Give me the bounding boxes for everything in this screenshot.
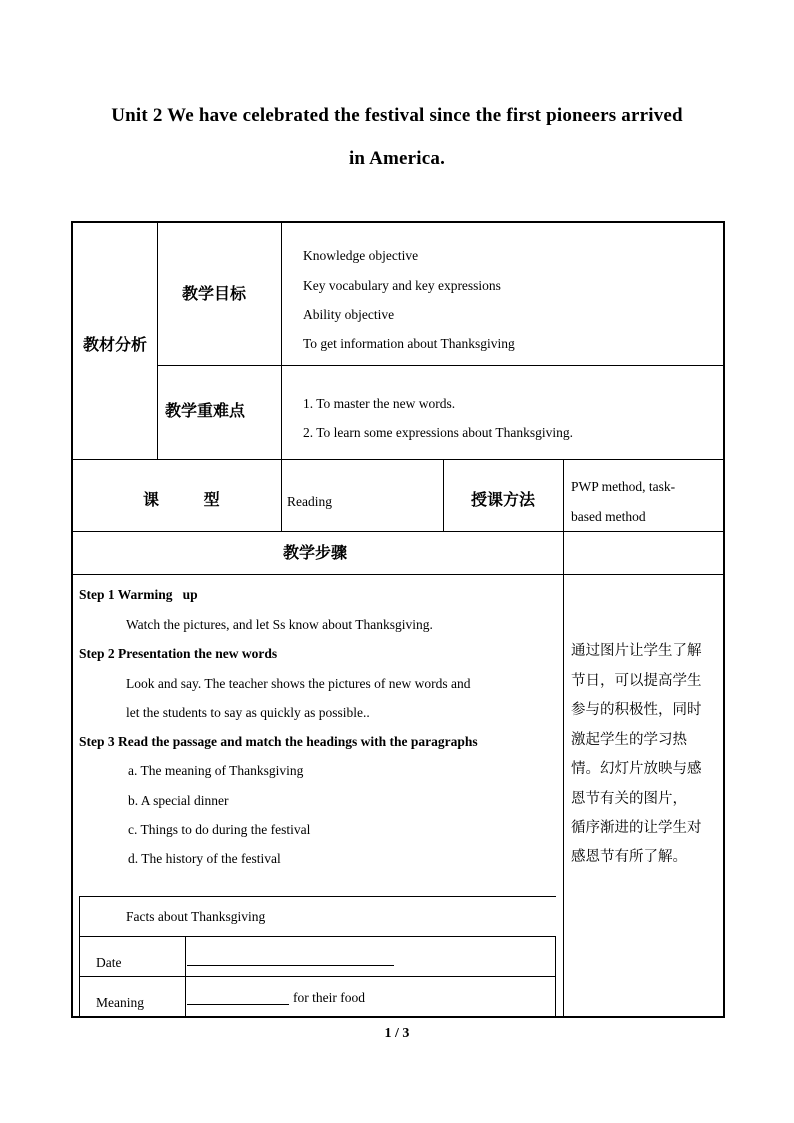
divider bbox=[555, 936, 556, 1016]
key-point-item: 2. To learn some expressions about Thanksgiving. bbox=[303, 425, 574, 440]
objective-item: To get information about Thanksgiving bbox=[303, 336, 515, 351]
step3-heading-item: a. The meaning of Thanksgiving bbox=[128, 763, 304, 778]
divider bbox=[185, 936, 186, 1016]
divider bbox=[157, 221, 158, 460]
note-line: 循序渐进的让学生对 bbox=[571, 820, 702, 836]
objective-item: Ability objective bbox=[303, 307, 395, 322]
divider bbox=[71, 459, 724, 460]
document-title-line-1: Unit 2 We have celebrated the festival since the first pioneers arrived bbox=[111, 105, 683, 126]
divider bbox=[281, 221, 282, 460]
note-line: 节日，可以提高学生 bbox=[571, 673, 702, 689]
step2-text: Look and say. The teacher shows the pictures of new words and bbox=[126, 676, 471, 691]
divider bbox=[71, 574, 724, 575]
note-line: 感恩节有所了解。 bbox=[571, 849, 687, 865]
facts-meaning-label: Meaning bbox=[96, 995, 144, 1010]
divider bbox=[443, 459, 444, 531]
page-number: 1 / 3 bbox=[384, 1026, 410, 1041]
method-label: 授课方法 bbox=[471, 490, 536, 509]
key-point-item: 1. To master the new words. bbox=[303, 396, 456, 411]
divider bbox=[563, 459, 564, 1016]
divider bbox=[79, 896, 556, 897]
step2-title: Step 2 Presentation the new words bbox=[79, 646, 278, 661]
meaning-blank-line bbox=[187, 1004, 289, 1005]
steps-header: 教学步骤 bbox=[283, 543, 348, 562]
method-value-line1: PWP method, task- bbox=[571, 479, 676, 494]
table-border-bottom bbox=[71, 1016, 725, 1018]
facts-meaning-suffix: for their food bbox=[293, 990, 365, 1005]
objectives-label: 教学目标 bbox=[182, 284, 247, 303]
step1-title: Step 1 Warming up bbox=[79, 587, 198, 602]
table-border-top bbox=[71, 221, 725, 223]
note-line: 通过图片让学生了解 bbox=[571, 643, 702, 659]
divider bbox=[79, 976, 556, 977]
step2-text: let the students to say as quickly as possible.. bbox=[126, 705, 370, 720]
lesson-type-label: 课 型 bbox=[143, 490, 220, 509]
facts-table-title: Facts about Thanksgiving bbox=[126, 909, 266, 924]
note-line: 激起学生的学习热 bbox=[571, 732, 687, 748]
step1-text: Watch the pictures, and let Ss know about Thanksgiving. bbox=[126, 617, 433, 632]
objective-item: Knowledge objective bbox=[303, 248, 419, 263]
table-border-left bbox=[71, 221, 73, 1018]
facts-date-label: Date bbox=[96, 955, 122, 970]
divider bbox=[281, 459, 282, 531]
analysis-label: 教材分析 bbox=[83, 335, 148, 354]
divider bbox=[79, 936, 556, 937]
note-line: 恩节有关的图片， bbox=[571, 791, 687, 807]
step3-heading-item: d. The history of the festival bbox=[128, 851, 281, 866]
document-title-line-2: in America. bbox=[348, 148, 446, 169]
step3-heading-item: b. A special dinner bbox=[128, 793, 229, 808]
step3-title: Step 3 Read the passage and match the headings with the paragraphs bbox=[79, 734, 478, 749]
key-points-label: 教学重难点 bbox=[165, 401, 246, 420]
divider bbox=[157, 365, 724, 366]
note-line: 参与的积极性，同时 bbox=[571, 702, 702, 718]
lesson-type-value: Reading bbox=[287, 494, 332, 509]
method-value-line2: based method bbox=[571, 509, 646, 524]
note-line: 情。幻灯片放映与感 bbox=[571, 761, 702, 777]
divider bbox=[79, 896, 80, 1016]
divider bbox=[71, 531, 724, 532]
step3-heading-item: c. Things to do during the festival bbox=[128, 822, 311, 837]
date-blank-line bbox=[187, 965, 394, 966]
objective-item: Key vocabulary and key expressions bbox=[303, 278, 501, 293]
table-border-right bbox=[723, 221, 725, 1018]
